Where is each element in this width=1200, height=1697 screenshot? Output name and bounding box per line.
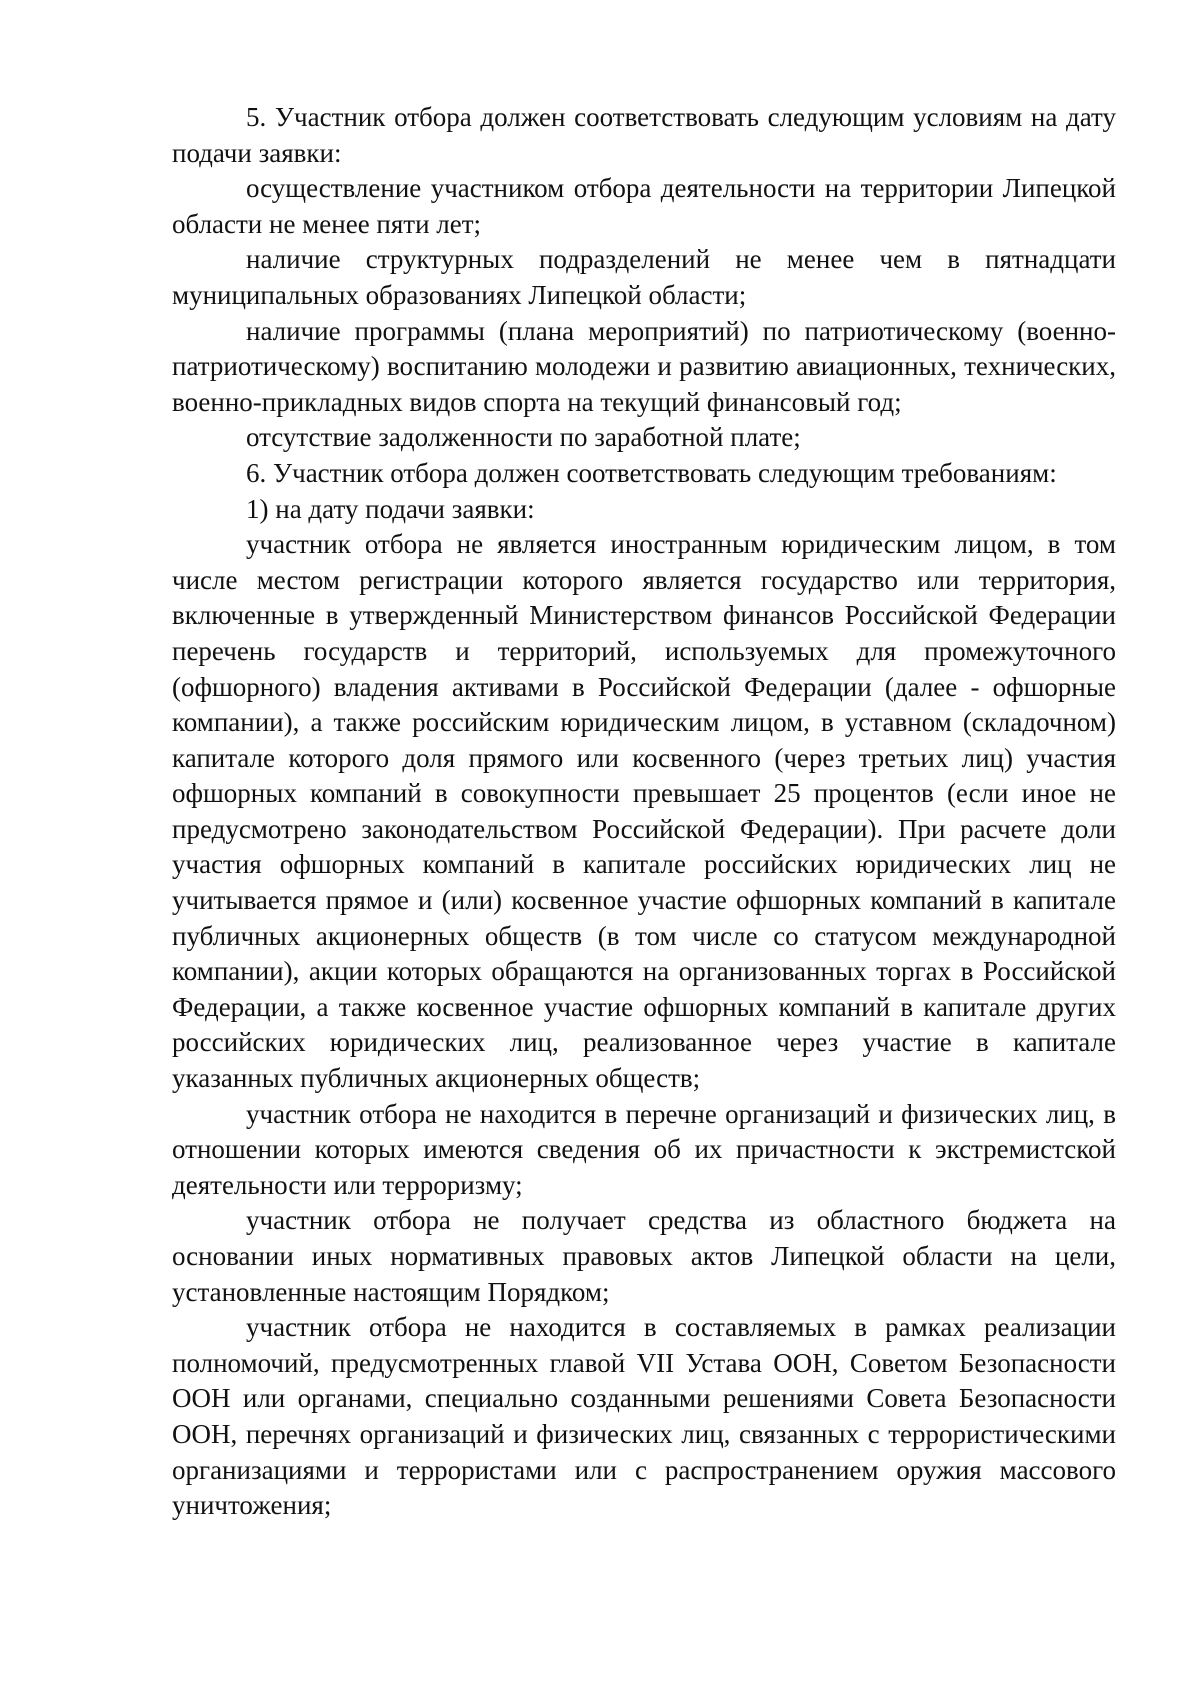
paragraph-subitem-1: 1) на дату подачи заявки: xyxy=(246,493,535,524)
paragraph-extremism: участник отбора не находится в перечне организаций и физических лиц, в отношении которых имеются сведения об их причастности к экстремистской деятельности или терроризму; xyxy=(172,1098,1116,1200)
paragraph-no-debt: отсутствие задолженности по заработной плате; xyxy=(246,422,801,453)
paragraph-offshore: участник отбора не является иностранным юридическим лицом, в том числе местом регистрации которого является государство или территория, включенные в утвержденный Министерством финансов Российской Федерации перечень государств и территорий, используемых для промежуточного (офшорного) владения активами в Российской Федерации (далее - офшорные компании), а также российским юридическим лицом, в уставном (складочном) капитале которого доля прямого или косвенного (через третьих лиц) участия офшорных компаний в совокупности превышает 25 процентов (если иное не предусмотрено законодательством Российской Федерации). При расчете доли участия офшорных компаний в капитале российских юридических лиц не учитывается прямое и (или) косвенное участие офшорных компаний в капитале публичных акционерных обществ (в том числе со статусом международной компании), акции которых обращаются на организованных торгах в Российской Федерации, а также косвенное участие офшорных компаний в капитале других российских юридических лиц, реализованное через участие в капитале указанных публичных акционерных обществ; xyxy=(172,529,1116,1094)
document-page xyxy=(172,100,1116,1524)
paragraph-subdivisions: наличие структурных подразделений не менее чем в пятнадцати муниципальных образованиях Липецкой области; xyxy=(172,244,1116,310)
paragraph-program: наличие программы (плана мероприятий) по патриотическому (военно-патриотическому) воспитанию молодежи и развитию авиационных, технических, военно-прикладных видов спорта на текущий финансовый год; xyxy=(172,315,1116,417)
paragraph-un-lists: участник отбора не находится в составляемых в рамках реализации полномочий, предусмотренных главой VII Устава ООН, Советом Безопасности ООН или органами, специально созданными решениями Совета Безопасности ООН, перечнях организаций и физических лиц, связанных с террористическими организациями и террористами или с распространением оружия массового уничтожения; xyxy=(172,1312,1116,1521)
paragraph-item-6: 6. Участник отбора должен соответствовать следующим требованиям: xyxy=(246,457,1057,488)
paragraph-activity-term: осуществление участником отбора деятельности на территории Липецкой области не менее пяти лет; xyxy=(172,173,1116,239)
paragraph-item-5: 5. Участник отбора должен соответствовать следующим условиям на дату подачи заявки: xyxy=(172,102,1116,168)
paragraph-regional-budget: участник отбора не получает средства из областного бюджета на основании иных нормативных правовых актов Липецкой области на цели, установленные настоящим Порядком; xyxy=(172,1205,1116,1307)
